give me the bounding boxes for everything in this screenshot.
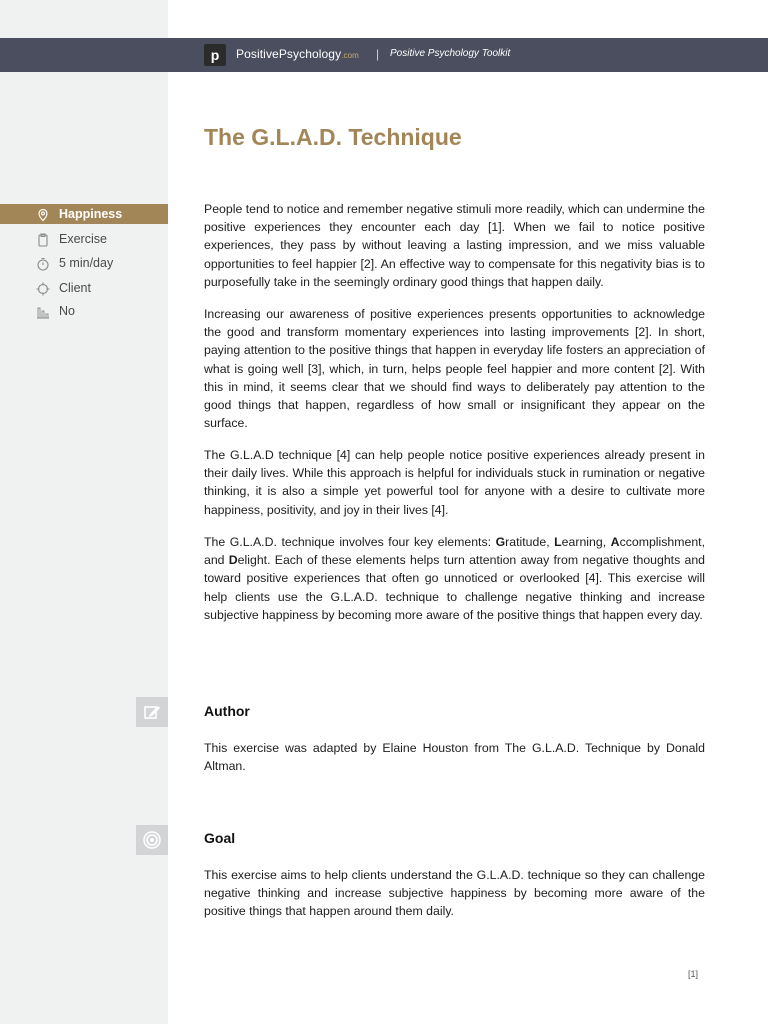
- p4-pre: The G.L.A.D. technique involves four key elements:: [204, 535, 496, 549]
- header-bar: [0, 38, 768, 72]
- intro-paragraph-4: [204, 533, 705, 624]
- bar-chart-icon: [36, 305, 50, 319]
- intro-paragraph-1: People tend to notice and remember negative stimuli more readily, which can undermine the positive experiences they encounter each day [1]. When we fail to notice positive experiences, they pass by without leaving a lasting impression, and we miss valuable opportunities to feel happier [2]. An effective way to compensate for this negativity bias is to purposefully take in the seemingly ordinary good things that happen daily.: [204, 202, 705, 289]
- meta-label: 5 min/day: [59, 256, 114, 270]
- p4-letter-a: A: [610, 535, 620, 549]
- page-number: [1]: [688, 969, 699, 979]
- meta-item-duration: [0, 253, 168, 273]
- p4-a-rest: ccomplishment, and: [204, 535, 705, 568]
- pencil-note-icon: [142, 702, 162, 722]
- crosshair-icon: [36, 282, 50, 296]
- brand-domain: .com: [341, 51, 359, 60]
- meta-label: Client: [59, 281, 91, 295]
- p4-l-rest: earning,: [561, 535, 611, 549]
- meta-label: Exercise: [59, 232, 107, 246]
- meta-label: No: [59, 304, 75, 318]
- left-sidebar: [0, 0, 168, 1024]
- meta-label: Happiness: [59, 207, 123, 221]
- page-title: The G.L.A.D. Technique: [204, 124, 462, 150]
- location-pin-icon: [36, 208, 50, 222]
- logo-icon: p: [204, 44, 226, 66]
- author-section-icon: [136, 697, 168, 727]
- intro-paragraph-2: Increasing our awareness of positive experiences presents opportunities to acknowledge the good and transform momentary experiences into lasting improvements [2]. In short, paying attention to the positive things that happen in everyday life fosters an appreciation of what is going well [3], which, in turn, helps people feel happier and more content [2]. With this in mind, it seems clear that we should find ways to deliberately pay attention to the good things that happen, regardless of how small or insignificant they appear on the surface.: [204, 307, 705, 431]
- clipboard-icon: [36, 233, 50, 247]
- meta-item-audience: [0, 278, 168, 298]
- meta-item-chart: [0, 301, 168, 321]
- p4-letter-l: L: [554, 535, 562, 549]
- header-separator: |: [376, 47, 380, 61]
- p4-letter-g: G: [495, 535, 506, 549]
- brand-name: [236, 47, 359, 61]
- brand-main: PositivePsychology: [236, 47, 342, 61]
- stopwatch-icon: [36, 257, 50, 271]
- meta-item-type: [0, 229, 168, 249]
- goal-section-icon: [136, 825, 168, 855]
- author-text: This exercise was adapted by Elaine Houston from The G.L.A.D. Technique by Donald Altman.: [204, 741, 705, 774]
- meta-item-topic: [0, 204, 168, 224]
- goal-text: This exercise aims to help clients understand the G.L.A.D. technique so they can challenge negative thinking and increase subjective happiness by becoming more aware of the positive things that happen around them daily.: [204, 868, 705, 919]
- goal-heading: Goal: [204, 830, 236, 846]
- intro-paragraph-3: The G.L.A.D technique [4] can help people notice positive experiences already present in their daily lives. While this approach is helpful for individuals stuck in rumination or negative thinking, it is also a simple yet powerful tool for anyone with a desire to cultivate more happiness, positivity, and joy in their lives [4].: [204, 448, 705, 517]
- p4-d-rest: elight. Each of these elements helps turn attention away from negative thoughts and toward positive experiences that often go unnoticed or overlooked [4]. This exercise will help clients use the G.L.A.D. technique to challenge negative thinking and increase subjective happiness by becoming more aware of the positive things that happen every day.: [204, 553, 706, 622]
- p4-g-rest: ratitude,: [505, 535, 555, 549]
- p4-letter-d: D: [228, 553, 238, 568]
- author-heading: Author: [204, 703, 250, 719]
- toolkit-label: Positive Psychology Toolkit: [390, 48, 511, 59]
- target-icon: [142, 830, 162, 850]
